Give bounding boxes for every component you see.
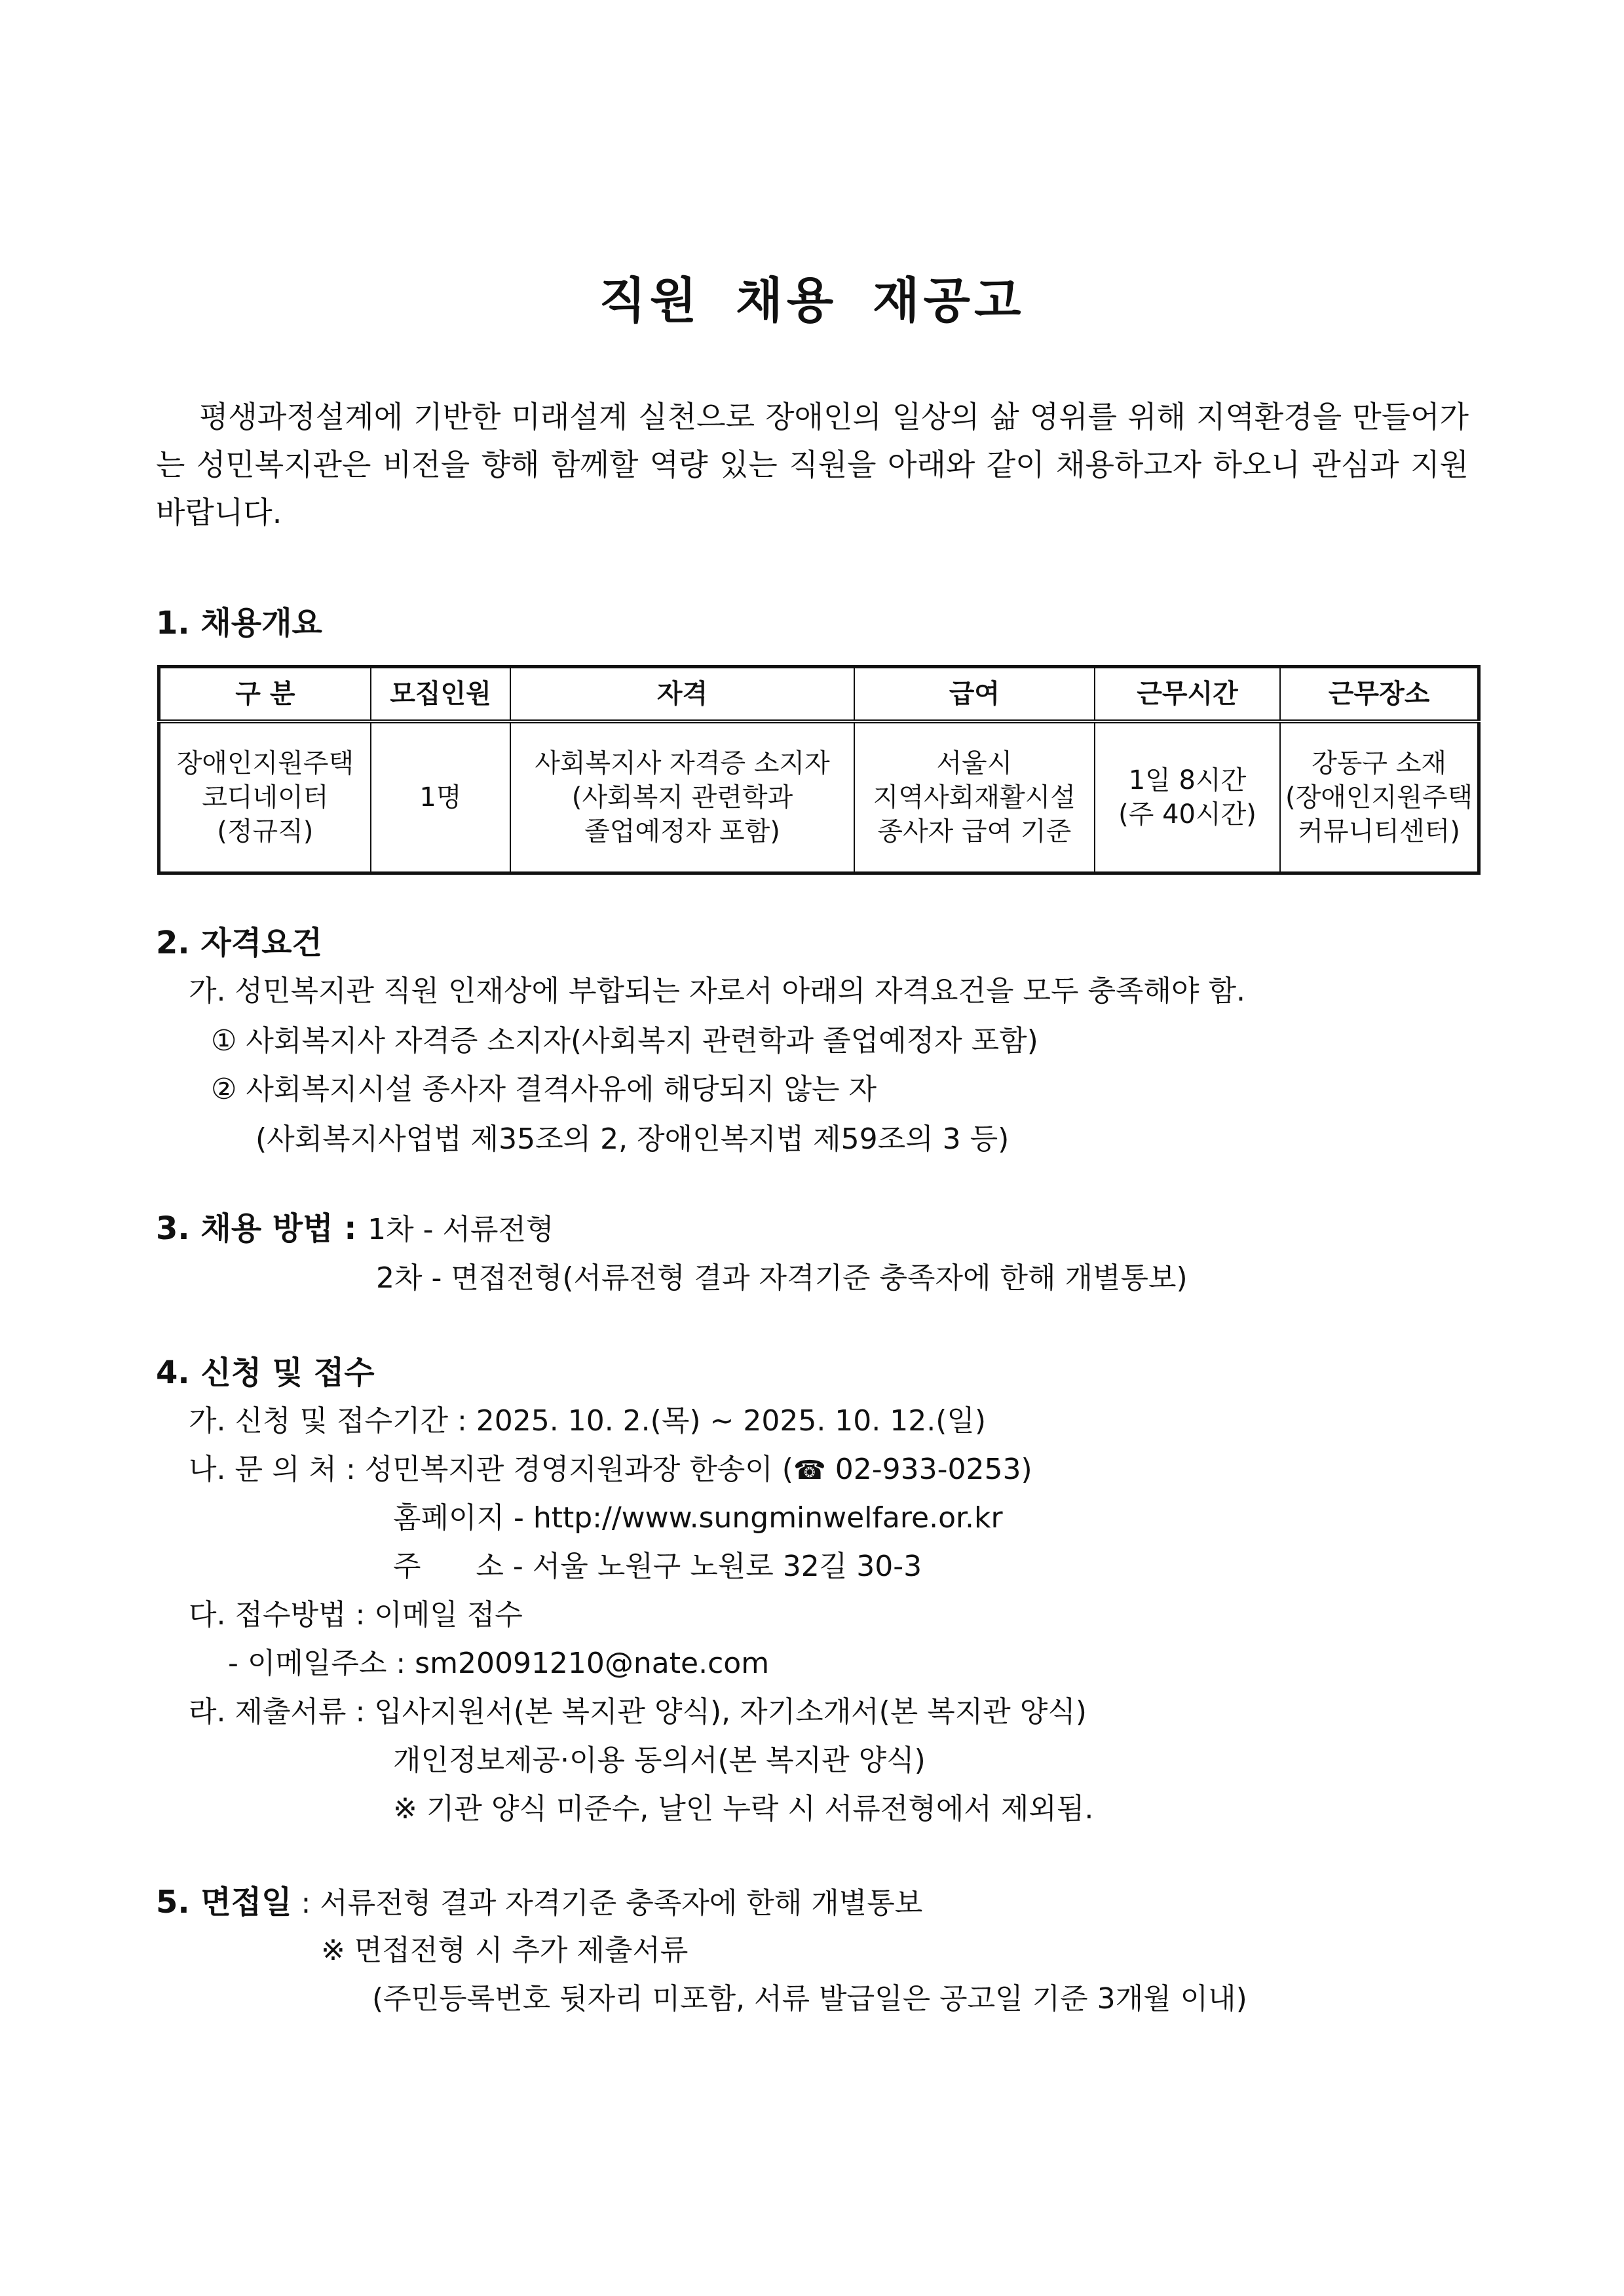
submission-method: 다. 접수방법 : 이메일 접수 xyxy=(189,1598,523,1632)
header-salary: 급여 xyxy=(854,667,1095,722)
cell-line: (장애인지원주택 xyxy=(1285,782,1473,813)
cell-openings xyxy=(371,721,511,873)
table-row xyxy=(159,721,1479,873)
header-work-location: 근무장소 xyxy=(1280,667,1479,722)
cell-line: (정규직) xyxy=(217,816,314,847)
intro-paragraph: 평생과정설계에 기반한 미래설계 실천으로 장애인의 일상의 삶 영위를 위해 지역환경을 만들어가는 성민복지관은 비전을 향해 함께할 역량 있는 직원을 아래와 같이 채용하고자 하오니 관심과 지원 바랍니다. xyxy=(156,399,1469,530)
required-documents: 라. 제출서류 : 입사지원서(본 복지관 양식), 자기소개서(본 복지관 양식) xyxy=(189,1695,1087,1729)
qualification-item-2-note: (사회복지사업법 제35조의 2, 장애인복지법 제59조의 3 등) xyxy=(255,1122,1010,1156)
section-3-colon: : xyxy=(333,1210,368,1247)
cell-working-hours xyxy=(1095,721,1280,873)
recruitment-overview-table xyxy=(157,665,1481,875)
cell-line: 종사자 급여 기준 xyxy=(877,816,1072,847)
cell-line: 지역사회재활시설 xyxy=(873,782,1076,813)
cell-line: 커뮤니티센터) xyxy=(1298,816,1460,847)
homepage-url[interactable]: 홈페이지 - http://www.sungminwelfare.or.kr xyxy=(393,1501,1003,1535)
section-5-colon: : xyxy=(292,1886,320,1920)
section-5-line-1 xyxy=(156,1878,922,1928)
interview-note-detail: (주민등록번호 뒷자리 미포함, 서류 발급일은 공고일 기준 3개월 이내) xyxy=(372,1982,1247,2016)
required-documents-2: 개인정보제공·이용 동의서(본 복지관 양식) xyxy=(393,1744,926,1777)
cell-line: (사회복지 관련학과 xyxy=(571,782,793,813)
cell-qualification xyxy=(510,721,854,873)
header-qualification: 자격 xyxy=(510,667,854,722)
header-working-hours: 근무시간 xyxy=(1095,667,1280,722)
interview-note: ※ 면접전형 시 추가 제출서류 xyxy=(321,1934,689,1967)
qualification-item-1: ① 사회복지사 자격증 소지자(사회복지 관련학과 졸업예정자 포함) xyxy=(211,1024,1038,1058)
section-2-heading: 2. 자격요건 xyxy=(156,925,322,961)
selection-step-2: 2차 - 면접전형(서류전형 결과 자격기준 충족자에 한해 개별통보) xyxy=(376,1261,1188,1295)
cell-work-location xyxy=(1280,721,1479,873)
interview-notice: 서류전형 결과 자격기준 충족자에 한해 개별통보 xyxy=(320,1886,923,1920)
cell-line: 코디네이터 xyxy=(202,782,329,813)
section-1-heading: 1. 채용개요 xyxy=(156,605,322,641)
application-period: 가. 신청 및 접수기간 : 2025. 10. 2.(목) ~ 2025. 10. 12.(일) xyxy=(189,1404,987,1438)
documents-note: ※ 기관 양식 미준수, 날인 누락 시 서류전형에서 제외됨. xyxy=(393,1792,1094,1826)
header-openings: 모집인원 xyxy=(371,667,511,722)
selection-step-1: 1차 - 서류전형 xyxy=(368,1213,554,1246)
cell-line: 1일 8시간 xyxy=(1128,765,1247,795)
contact-info xyxy=(189,1445,1032,1495)
section-3-heading: 3. 채용 방법 xyxy=(156,1210,333,1247)
cell-line: 사회복지사 자격증 소지자 xyxy=(535,748,830,778)
cell-line: 서울시 xyxy=(936,748,1013,778)
qualification-item-2: ② 사회복지시설 종사자 결격사유에 해당되지 않는 자 xyxy=(211,1073,877,1106)
cell-line: 강동구 소재 xyxy=(1312,748,1447,778)
cell-category xyxy=(159,721,371,873)
contact-prefix: 나. 문 의 처 : 성민복지관 경영지원과장 한송이 ( xyxy=(189,1453,793,1486)
header-category: 구 분 xyxy=(159,667,371,722)
cell-line: 장애인지원주택 xyxy=(176,748,354,778)
cell-line: (주 40시간) xyxy=(1118,799,1256,830)
table-header-row xyxy=(159,667,1479,722)
cell-line: 1명 xyxy=(419,782,462,813)
telephone-icon: ☎ xyxy=(793,1455,826,1485)
cell-line: 졸업예정자 포함) xyxy=(584,816,780,847)
document-title: 직원 채용 재공고 xyxy=(599,273,1025,329)
cell-salary xyxy=(854,721,1095,873)
section-4-heading: 4. 신청 및 접수 xyxy=(156,1354,375,1391)
qualification-intro: 가. 성민복지관 직원 인재상에 부합되는 자로서 아래의 자격요건을 모두 충족해야 함. xyxy=(189,974,1245,1008)
section-3-line-1 xyxy=(156,1204,554,1254)
contact-phone: 02-933-0253) xyxy=(825,1453,1032,1486)
section-5-heading: 5. 면접일 xyxy=(156,1884,292,1921)
address: 주 소 - 서울 노원구 노원로 32길 30-3 xyxy=(393,1550,922,1583)
email-address[interactable]: - 이메일주소 : sm20091210@nate.com xyxy=(228,1647,770,1680)
